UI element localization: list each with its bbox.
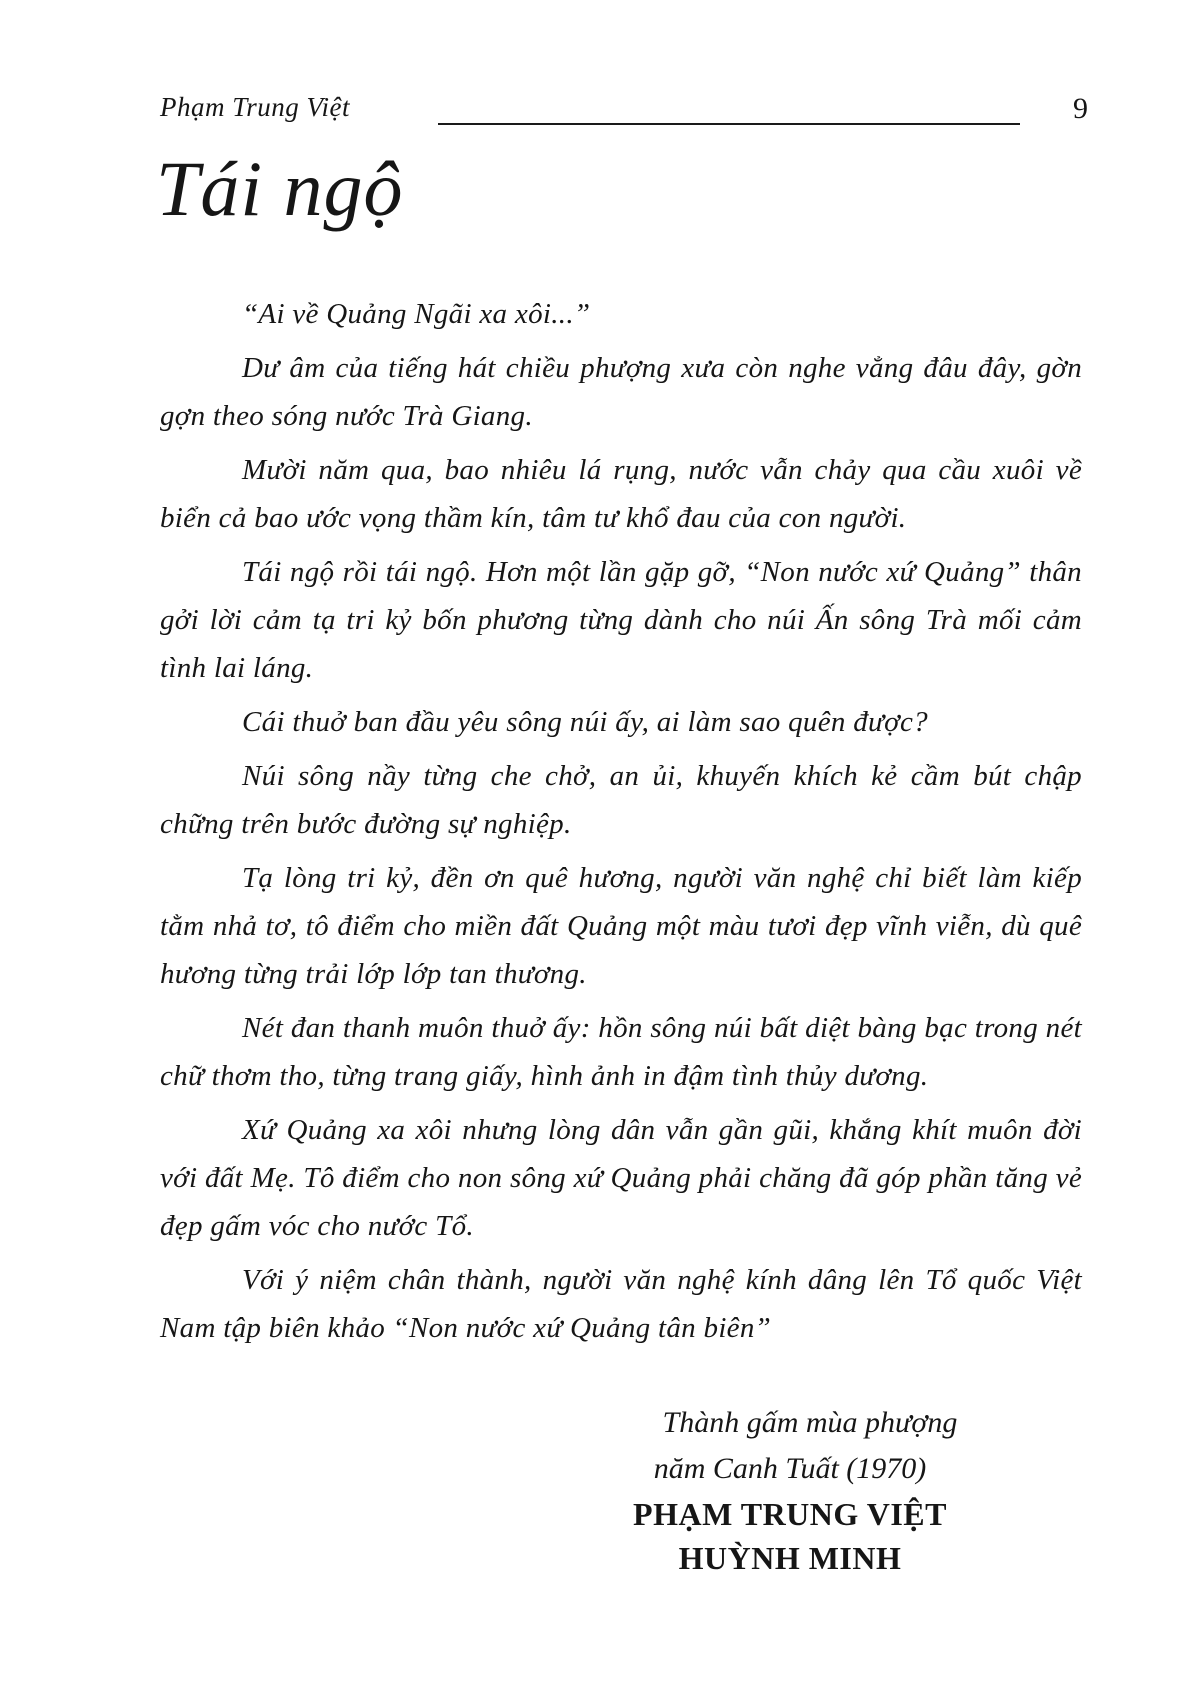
header-author: Phạm Trung Việt [160, 92, 351, 122]
paragraph: Dư âm của tiếng hát chiều phượng xưa còn nghe vẳng đâu đây, gờn gợn theo sóng nước Trà Giang. [160, 352, 1082, 432]
paragraph: Tái ngộ rồi tái ngộ. Hơn một lần gặp gỡ, “Non nước xứ Quảng” thân gởi lời cảm tạ tri kỷ bốn phương từng dành cho núi Ấn sông Trà mối cảm tình lai láng. [160, 556, 1082, 684]
paragraph: Xứ Quảng xa xôi nhưng lòng dân vẫn gần gũi, khắng khít muôn đời với đất Mẹ. Tô điểm cho non sông xứ Quảng phải chăng đã góp phần tăng vẻ đẹp gấm vóc cho nước Tổ. [160, 1114, 1082, 1242]
paragraph: Tạ lòng tri kỷ, đền ơn quê hương, người văn nghệ chỉ biết làm kiếp tằm nhả tơ, tô điểm cho miền đất Quảng một màu tươi đẹp vĩnh viễn, dù quê hương từng trải lớp lớp tan thương. [160, 862, 1082, 990]
chapter-title: Tái ngộ [156, 145, 404, 232]
paragraph: Cái thuở ban đầu yêu sông núi ấy, ai làm sao quên được? [242, 706, 928, 738]
running-header [160, 92, 1088, 132]
page-number: 9 [1073, 92, 1088, 125]
signature-date: năm Canh Tuất (1970) [653, 1452, 927, 1485]
author-name: HUỲNH MINH [678, 1540, 902, 1576]
paragraph: Mười năm qua, bao nhiêu lá rụng, nước vẫn chảy qua cầu xuôi về biển cả bao ước vọng thầm kín, tâm tư khổ đau của con người. [160, 454, 1082, 534]
paragraph: Với ý niệm chân thành, người văn nghệ kính dâng lên Tổ quốc Việt Nam tập biên khảo “Non nước xứ Quảng tân biên” [160, 1264, 1082, 1344]
author-name: PHẠM TRUNG VIỆT [633, 1496, 947, 1532]
paragraph: “Ai về Quảng Ngãi xa xôi...” [242, 298, 591, 330]
header-rule [438, 123, 1020, 125]
paragraph: Nét đan thanh muôn thuở ấy: hồn sông núi bất diệt bàng bạc trong nét chữ thơm tho, từng trang giấy, hình ảnh in đậm tình thủy dương. [160, 1012, 1082, 1092]
body-text [160, 290, 1082, 1358]
paragraph: Núi sông nầy từng che chở, an ủi, khuyến khích kẻ cầm bút chập chững trên bước đường sự nghiệp. [160, 760, 1082, 840]
signature-place: Thành gấm mùa phượng [662, 1406, 958, 1439]
signature-block [540, 1400, 1040, 1580]
